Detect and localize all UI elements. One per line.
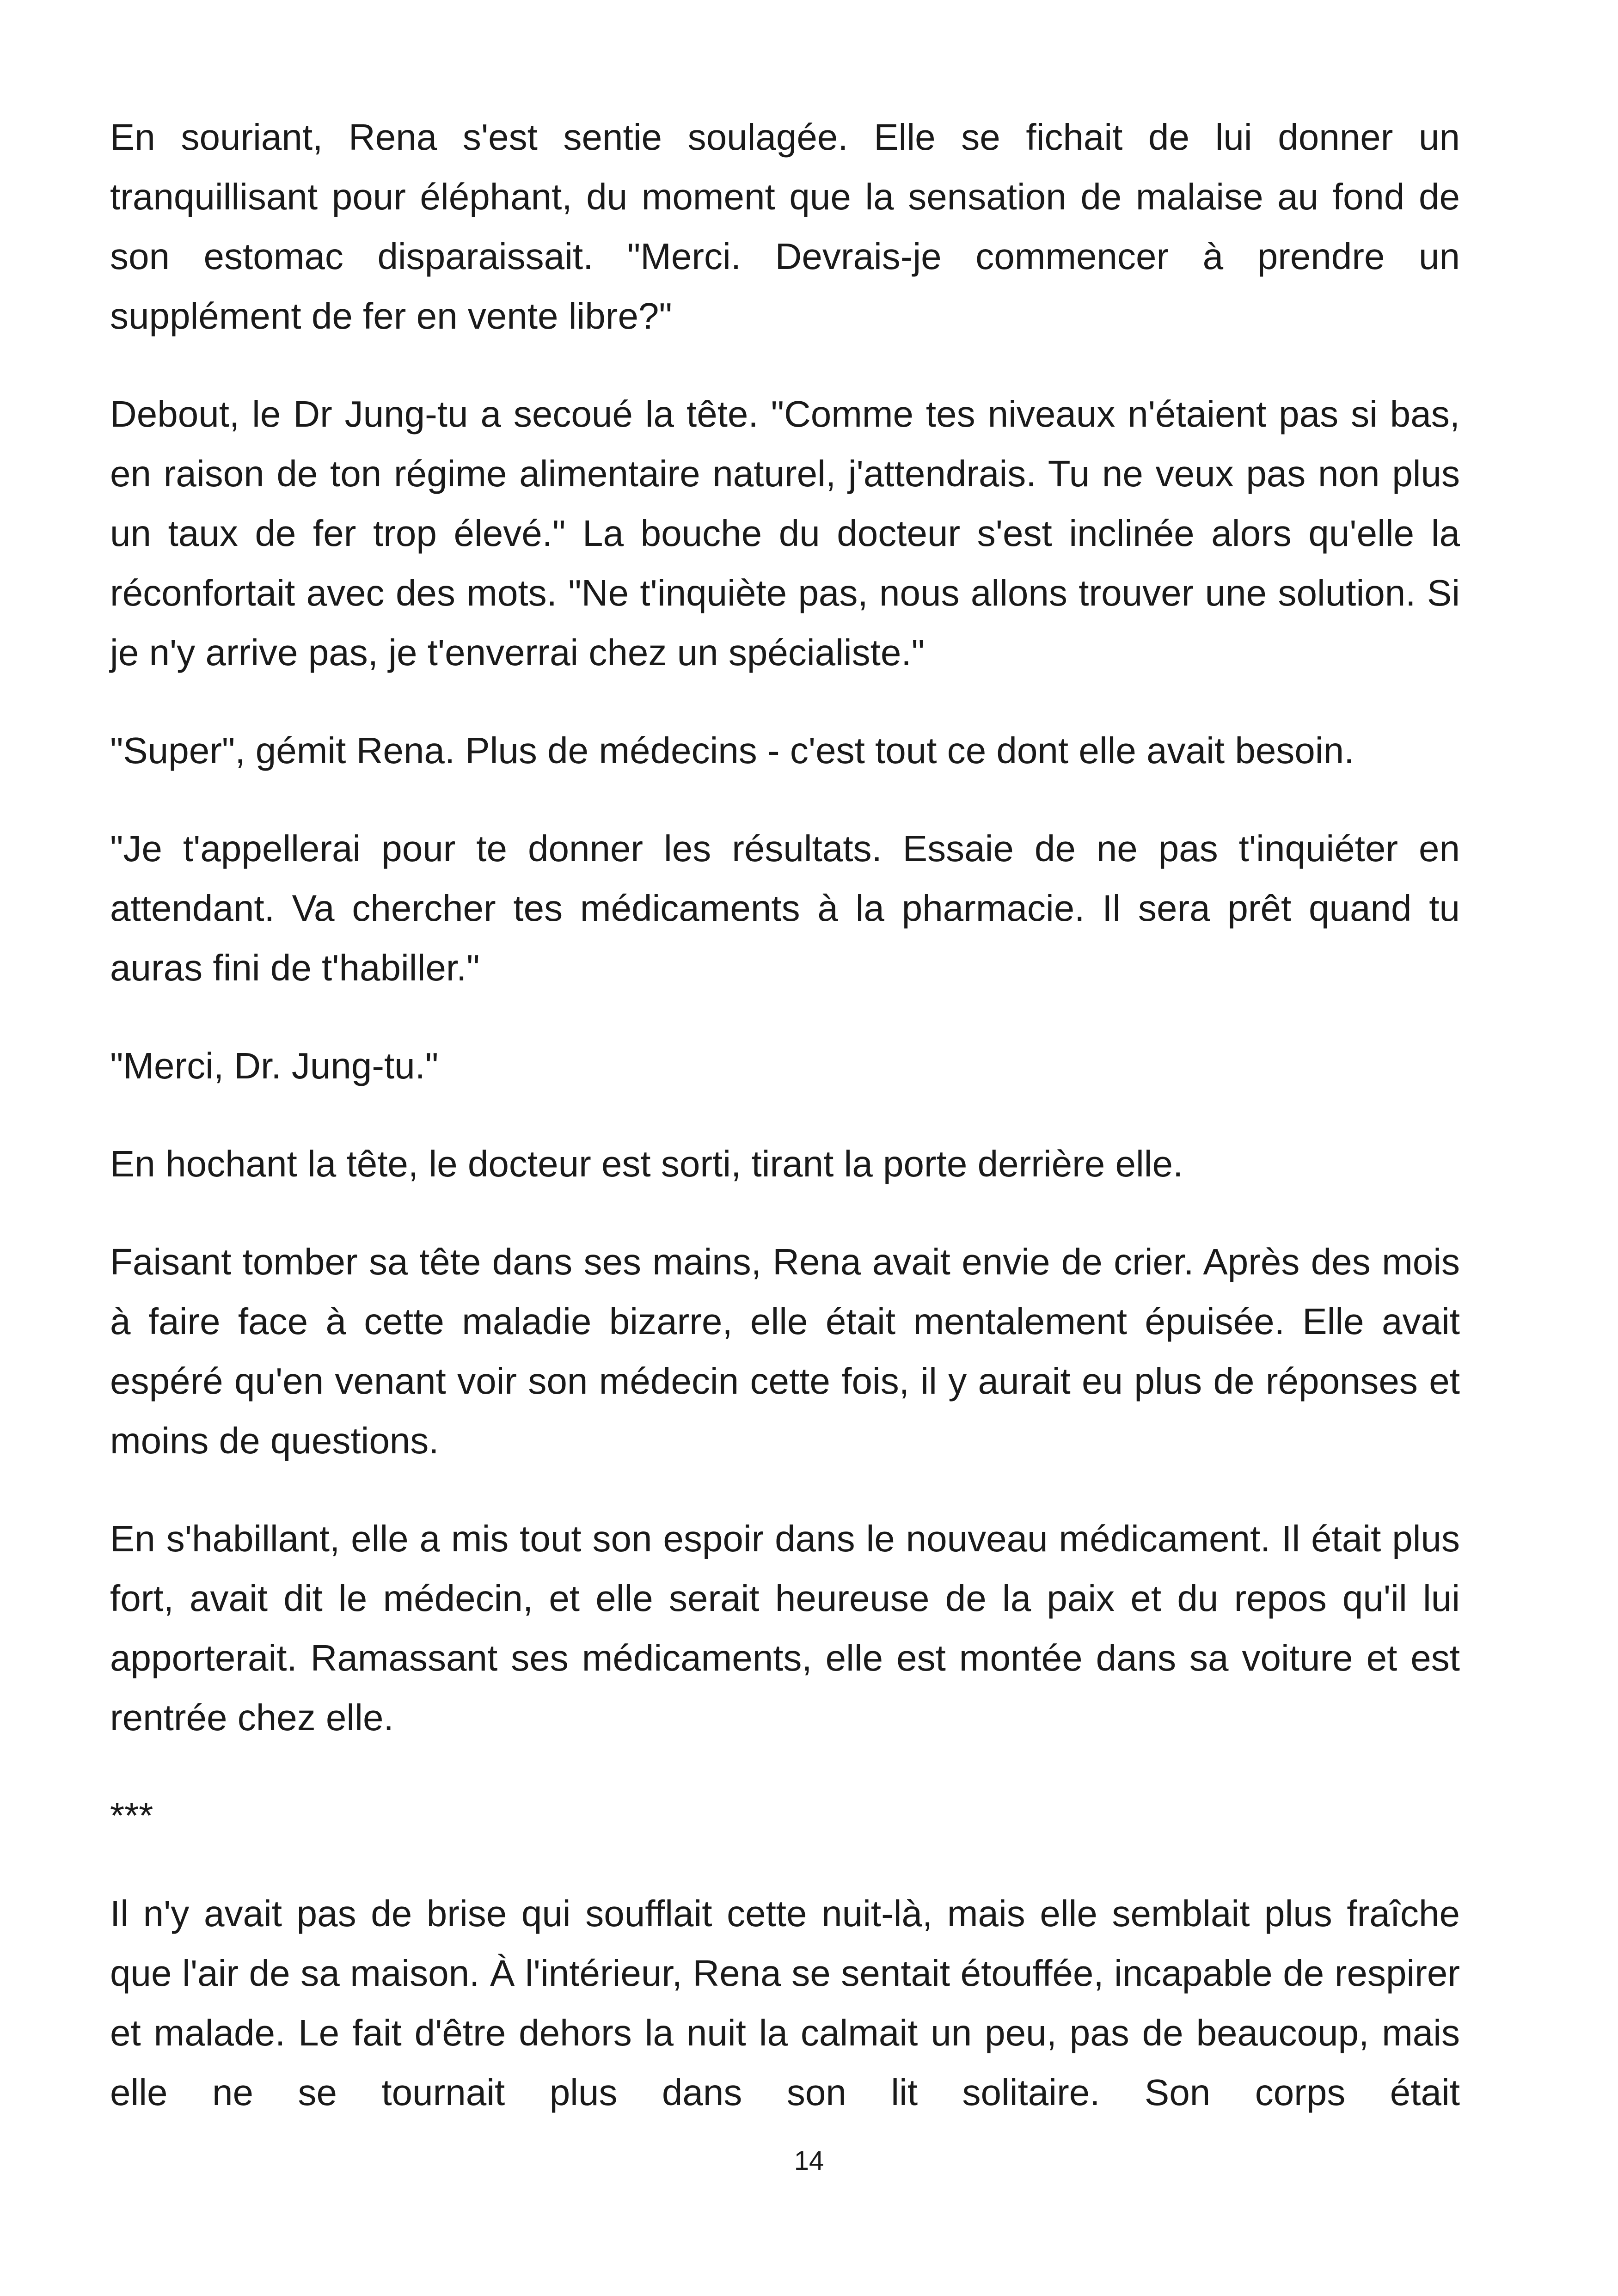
paragraph: "Merci, Dr. Jung-tu." (110, 1045, 439, 1086)
scene-break: *** (110, 1795, 153, 1836)
paragraph: En s'habillant, elle a mis tout son espoir dans le nouveau médicament. Il était plus fort, avait dit le médecin, et elle serait heureuse de la paix et du repos qu'il lui apporterait. Ramassant ses médicaments, elle est montée dans sa voiture et est rentrée chez elle. (110, 1518, 1460, 1738)
paragraph: Il n'y avait pas de brise qui soufflait cette nuit-là, mais elle semblait plus fraîche que l'air de sa maison. À l'intérieur, Rena se sentait étouffée, incapable de respirer et malade. Le fait d'être dehors la nuit la calmait un peu, pas de beaucoup, mais elle ne se tournait plus dans son lit solitaire. Son corps était (110, 1893, 1460, 2113)
paragraph: Debout, le Dr Jung-tu a secoué la tête. "Comme tes niveaux n'étaient pas si bas, en raison de ton régime alimentaire naturel, j'attendrais. Tu ne veux pas non plus un taux de fer trop élevé." La bouche du docteur s'est inclinée alors qu'elle la réconfortait avec des mots. "Ne t'inquiète pas, nous allons trouver une solution. Si je n'y arrive pas, je t'enverrai chez un spécialiste." (110, 393, 1460, 673)
paragraph: Faisant tomber sa tête dans ses mains, Rena avait envie de crier. Après des mois à faire face à cette maladie bizarre, elle était mentalement épuisée. Elle avait espéré qu'en venant voir son médecin cette fois, il y aurait eu plus de réponses et moins de questions. (110, 1241, 1460, 1461)
page-number: 14 (794, 2146, 824, 2176)
paragraph: "Super", gémit Rena. Plus de médecins - c'est tout ce dont elle avait besoin. (110, 730, 1354, 771)
paragraph: "Je t'appellerai pour te donner les résultats. Essaie de ne pas t'inquiéter en attendant. Va chercher tes médicaments à la pharmacie. Il sera prêt quand tu auras fini de t'habiller." (110, 828, 1460, 988)
body-text (110, 107, 1460, 2122)
paragraph: En hochant la tête, le docteur est sorti, tirant la porte derrière elle. (110, 1143, 1183, 1184)
paragraph: En souriant, Rena s'est sentie soulagée. Elle se fichait de lui donner un tranquillisant pour éléphant, du moment que la sensation de malaise au fond de son estomac disparaissait. "Merci. Devrais-je commencer à prendre un supplément de fer en vente libre?" (110, 116, 1460, 337)
